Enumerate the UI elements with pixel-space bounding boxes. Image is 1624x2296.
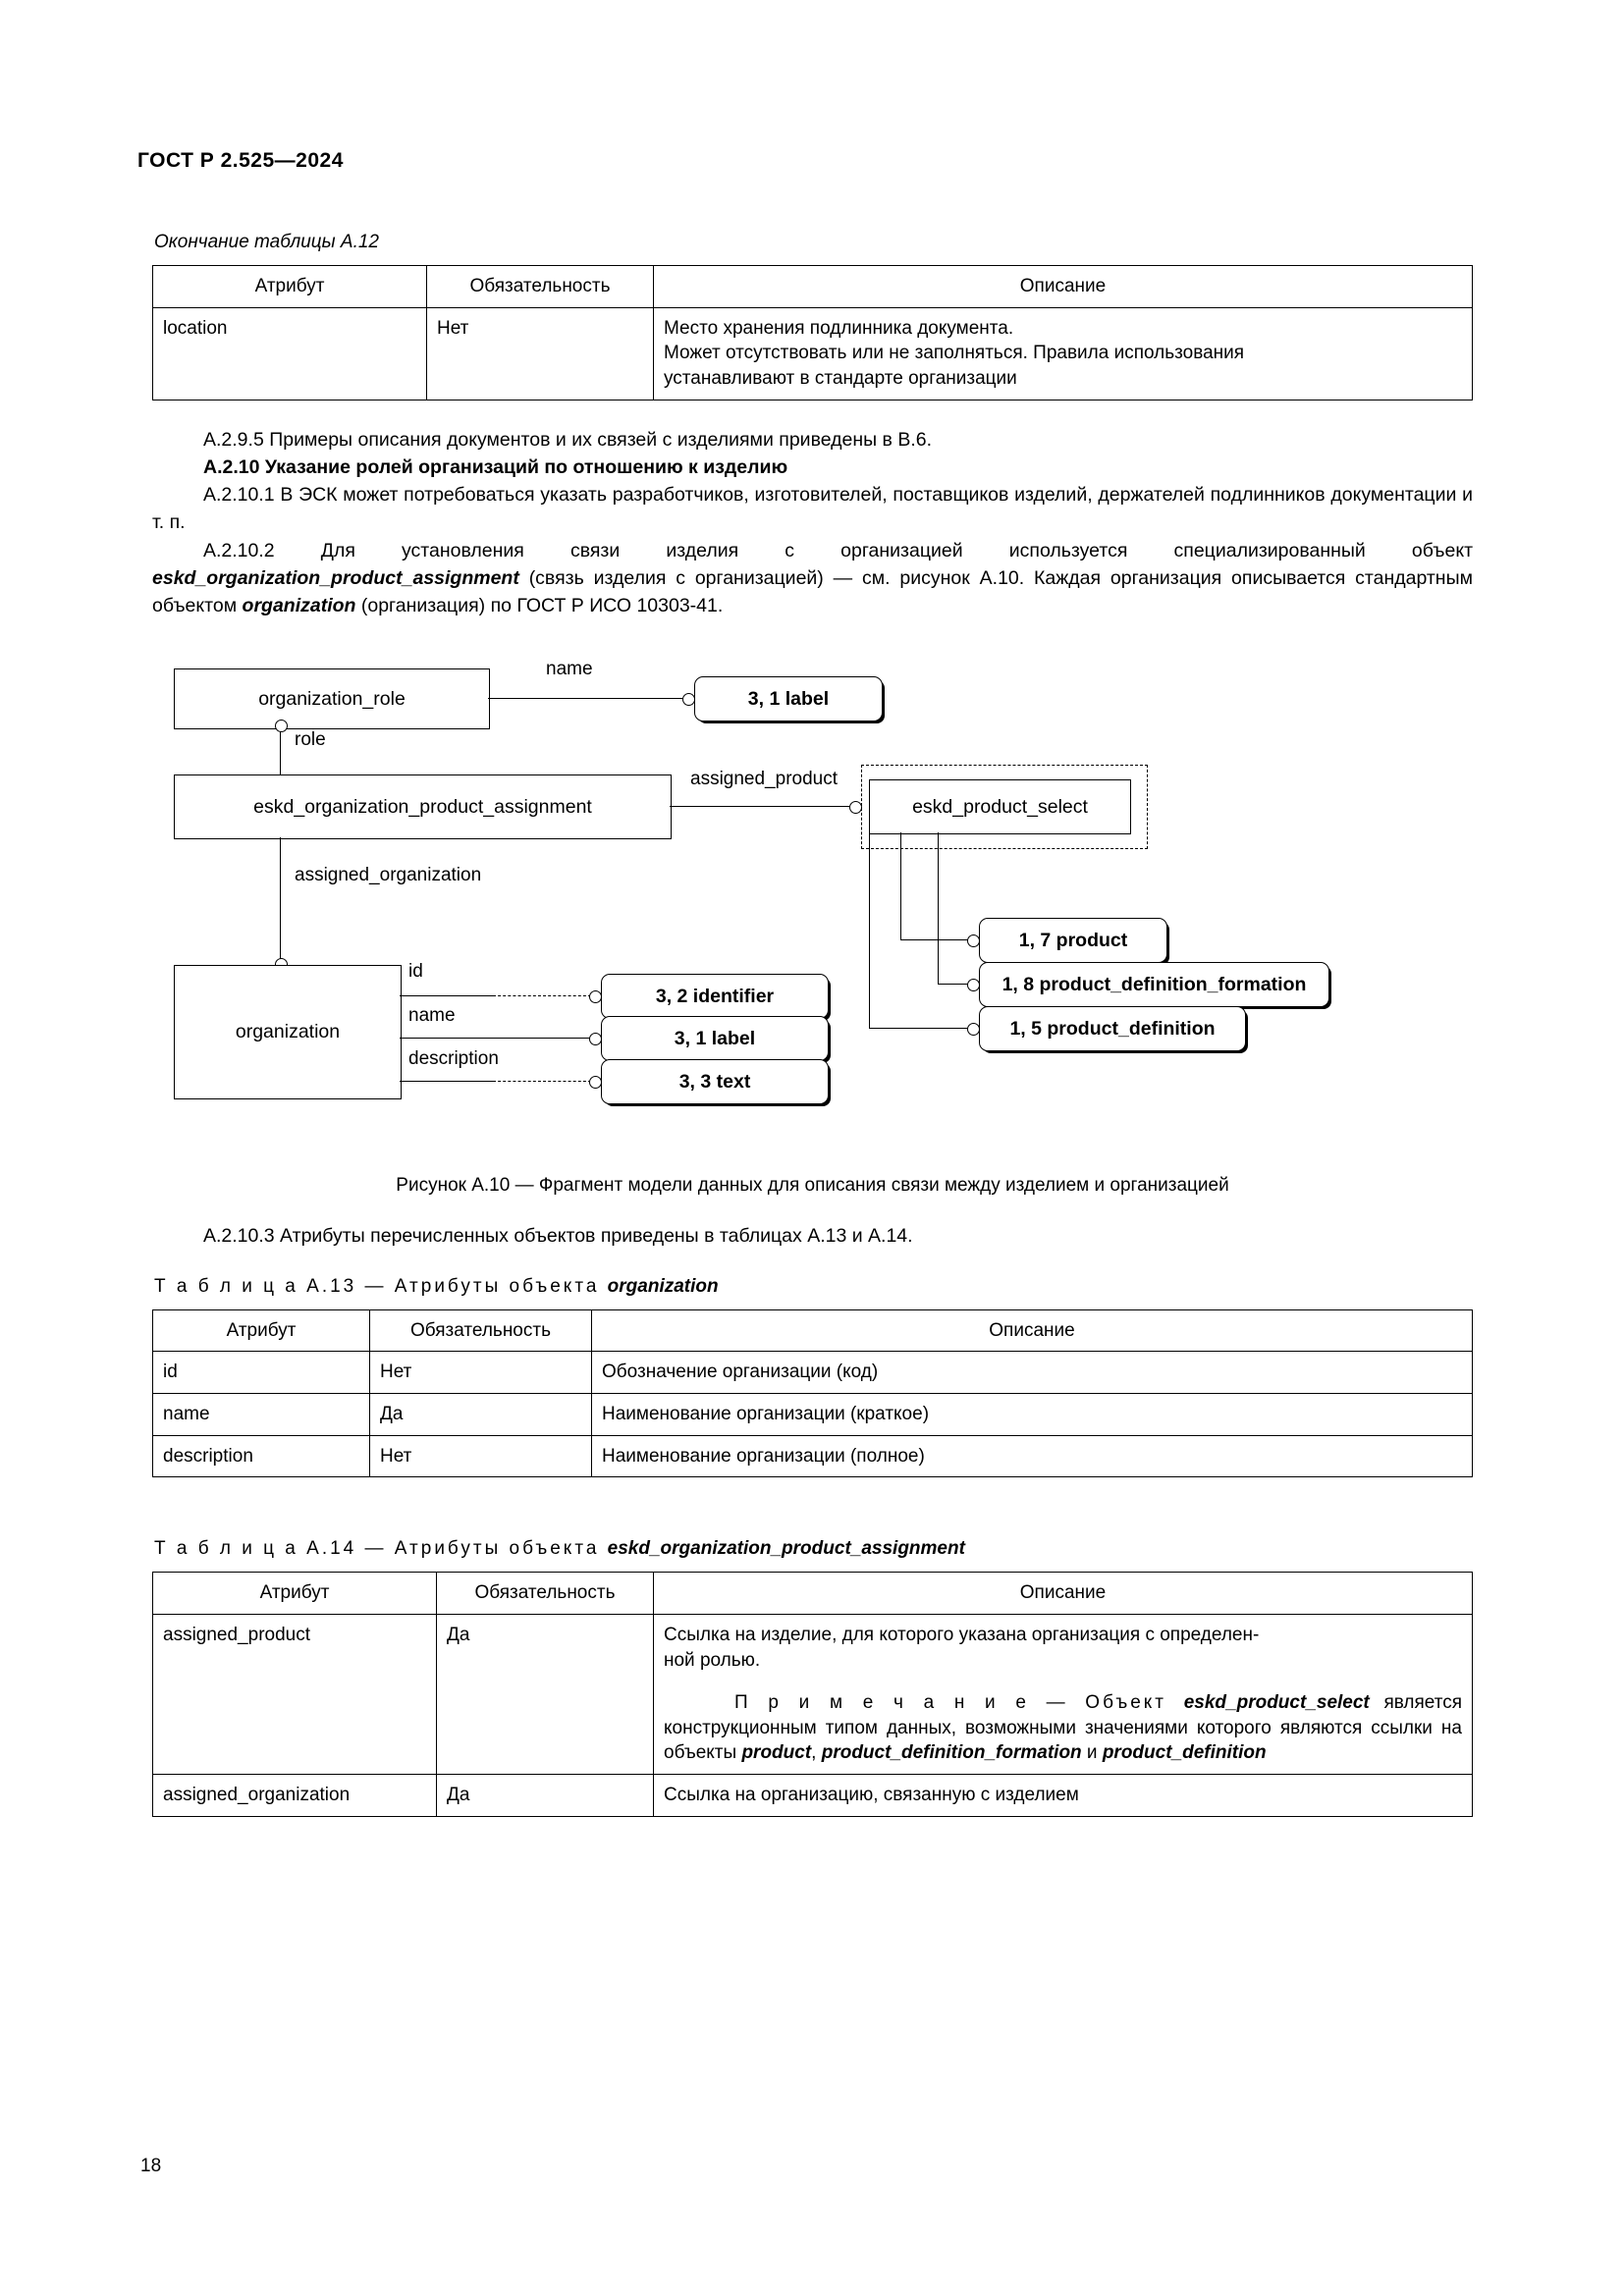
- table-header-row: [153, 1573, 1473, 1615]
- edge-label-assigned-organization: assigned_organization: [292, 865, 484, 886]
- column-header-attribute: Атрибут: [153, 1309, 370, 1352]
- edge-name-top: [488, 698, 684, 699]
- table-a12-caption: Окончание таблицы А.12: [154, 232, 379, 252]
- column-header-description: Описание: [654, 266, 1473, 308]
- select-branch-v2: [938, 832, 939, 985]
- select-branch-h3: [869, 1028, 969, 1029]
- paragraph-a2103: А.2.10.3 Атрибуты перечисленных объектов приведены в таблицах А.13 и А.14.: [203, 1225, 913, 1248]
- cell-description: [654, 1614, 1473, 1774]
- edge-label-role: role: [292, 729, 329, 751]
- select-branch-h1: [900, 939, 969, 940]
- table-a13-caption-prefix: Т а б л и ц а А.13 — Атрибуты объекта: [154, 1275, 608, 1297]
- cell-obligation: Нет: [370, 1435, 592, 1477]
- edge-label-assigned-product: assigned_product: [687, 769, 840, 790]
- cell-obligation: Да: [370, 1393, 592, 1435]
- diagram-type-identifier: 3, 2 identifier: [601, 974, 829, 1019]
- figure-a10-caption: Рисунок А.10 — Фрагмент модели данных для описания связи между изделием и организацией: [396, 1175, 1229, 1197]
- text-a: А.2.10.2 Для установления связи изделия с организацией используется специализированный объект: [203, 539, 1473, 561]
- page-number: 18: [140, 2156, 162, 2176]
- diagram-type-pdf: 1, 8 product_definition_formation: [979, 962, 1329, 1007]
- paragraph-a2101: А.2.10.1 В ЭСК может потребоваться указать разработчиков, изготовителей, поставщиков изделий, держателей подлинников документации и т. п.: [152, 484, 1473, 534]
- table-row: [153, 307, 1473, 400]
- diagram-type-label1: 3, 1 label: [694, 676, 883, 721]
- cell-obligation: Да: [437, 1614, 654, 1774]
- edge-id-solid: [400, 995, 493, 996]
- diagram-box-assignment: eskd_organization_product_assignment: [174, 774, 672, 839]
- paragraph-a295: А.2.9.5 Примеры описания документов и их связей с изделиями приведены в В.6.: [203, 428, 933, 451]
- cell-obligation: Нет: [370, 1352, 592, 1394]
- edge-label-name: name: [406, 1005, 459, 1027]
- diagram-type-product: 1, 7 product: [979, 918, 1167, 963]
- edge-description-dashed: [493, 1081, 591, 1082]
- edge-assigned-organization-line: [280, 837, 281, 965]
- table-header-row: [153, 1309, 1473, 1352]
- page-header: ГОСТ Р 2.525—2024: [137, 149, 344, 172]
- desc-line-1: Место хранения подлинника документа.: [664, 317, 1014, 339]
- page-content: [152, 232, 1473, 1817]
- diagram-box-organization-role: organization_role: [174, 668, 490, 729]
- cell-attribute: description: [153, 1435, 370, 1477]
- edge-id-dashed: [493, 995, 591, 996]
- text-b: (связь изделия с организацией) — см. рисунок А.10. Каждая организация описывается стандартным объектом: [152, 566, 1473, 617]
- note-sep-1: ,: [811, 1742, 822, 1764]
- table-row: [153, 1352, 1473, 1394]
- paragraph-a2102: [152, 537, 1473, 620]
- select-branch-h2: [938, 984, 969, 985]
- paragraph-a210-title: А.2.10 Указание ролей организаций по отношению к изделию: [203, 455, 788, 478]
- diagram-box-product-select: eskd_product_select: [869, 779, 1131, 834]
- cell-attribute: assigned_product: [153, 1614, 437, 1774]
- column-header-attribute: Атрибут: [153, 1573, 437, 1615]
- table-a13: [152, 1309, 1473, 1478]
- table-a14-caption-prefix: Т а б л и ц а А.14 — Атрибуты объекта: [154, 1538, 608, 1560]
- desc-line-1: Ссылка на изделие, для которого указана организация с определен-: [664, 1624, 1260, 1645]
- table-row: [153, 1393, 1473, 1435]
- note-object-product: product: [741, 1742, 812, 1764]
- table-a13-caption-object: organization: [607, 1275, 719, 1297]
- select-branch-v3: [869, 832, 870, 1029]
- table-row: [153, 1775, 1473, 1817]
- table-row: [153, 1435, 1473, 1477]
- cell-description: Обозначение организации (код): [592, 1352, 1473, 1394]
- column-header-description: Описание: [592, 1309, 1473, 1352]
- edge-assigned-product-line: [670, 806, 851, 807]
- edge-label-name-top: name: [543, 659, 596, 680]
- cell-description: Наименование организации (полное): [592, 1435, 1473, 1477]
- edge-endpoint-circle-role: [275, 720, 288, 732]
- table-a14: [152, 1572, 1473, 1816]
- desc-line-2: Может отсутствовать или не заполняться. Правила использования: [664, 343, 1245, 364]
- edge-role-line: [280, 727, 281, 774]
- text-c: (организация) по ГОСТ Р ИСО 10303-41.: [355, 595, 724, 617]
- note-label: П р и м е ч а н и е — Объект: [734, 1692, 1184, 1714]
- note-object-select: eskd_product_select: [1183, 1692, 1370, 1714]
- table-a14-caption-object: eskd_organization_product_assignment: [607, 1538, 965, 1560]
- note-object-pdf: product_definition_formation: [821, 1742, 1082, 1764]
- note-sep-2: и: [1081, 1742, 1103, 1764]
- table-a13-caption: [154, 1276, 1473, 1298]
- edge-description-solid: [400, 1081, 493, 1082]
- desc-line-3: устанавливают в стандарте организации: [664, 367, 1017, 389]
- column-header-attribute: Атрибут: [153, 266, 427, 308]
- column-header-description: Описание: [654, 1573, 1473, 1615]
- note-mid: является конструкционным типом данных, возможными значениями которого являются ссылки на объекты: [664, 1692, 1462, 1764]
- edge-name-line: [400, 1038, 591, 1039]
- diagram-box-organization: organization: [174, 965, 402, 1099]
- object-name-assignment: eskd_organization_product_assignment: [152, 566, 519, 589]
- cell-attribute: name: [153, 1393, 370, 1435]
- cell-attribute: location: [153, 307, 427, 400]
- edge-label-description: description: [406, 1048, 502, 1070]
- cell-description: Наименование организации (краткое): [592, 1393, 1473, 1435]
- column-header-obligation: Обязательность: [427, 266, 654, 308]
- desc-line-2: ной ролью.: [664, 1649, 761, 1671]
- column-header-obligation: Обязательность: [437, 1573, 654, 1615]
- edge-label-id: id: [406, 961, 426, 983]
- cell-obligation: Нет: [427, 307, 654, 400]
- cell-description: [654, 307, 1473, 400]
- table-header-row: [153, 266, 1473, 308]
- cell-description: Ссылка на организацию, связанную с изделием: [654, 1775, 1473, 1817]
- cell-attribute: assigned_organization: [153, 1775, 437, 1817]
- diagram-type-text: 3, 3 text: [601, 1059, 829, 1104]
- column-header-obligation: Обязательность: [370, 1309, 592, 1352]
- select-branch-v1: [900, 832, 901, 940]
- diagram-type-pd: 1, 5 product_definition: [979, 1006, 1246, 1051]
- cell-attribute: id: [153, 1352, 370, 1394]
- table-a12: [152, 265, 1473, 400]
- note-object-pd: product_definition: [1102, 1742, 1267, 1764]
- cell-obligation: Да: [437, 1775, 654, 1817]
- figure-a10: [152, 649, 1473, 1169]
- object-name-organization: organization: [242, 595, 356, 617]
- table-row: [153, 1614, 1473, 1774]
- table-a14-caption: [154, 1538, 1473, 1560]
- cell-note: [664, 1690, 1462, 1766]
- diagram-type-label2: 3, 1 label: [601, 1016, 829, 1061]
